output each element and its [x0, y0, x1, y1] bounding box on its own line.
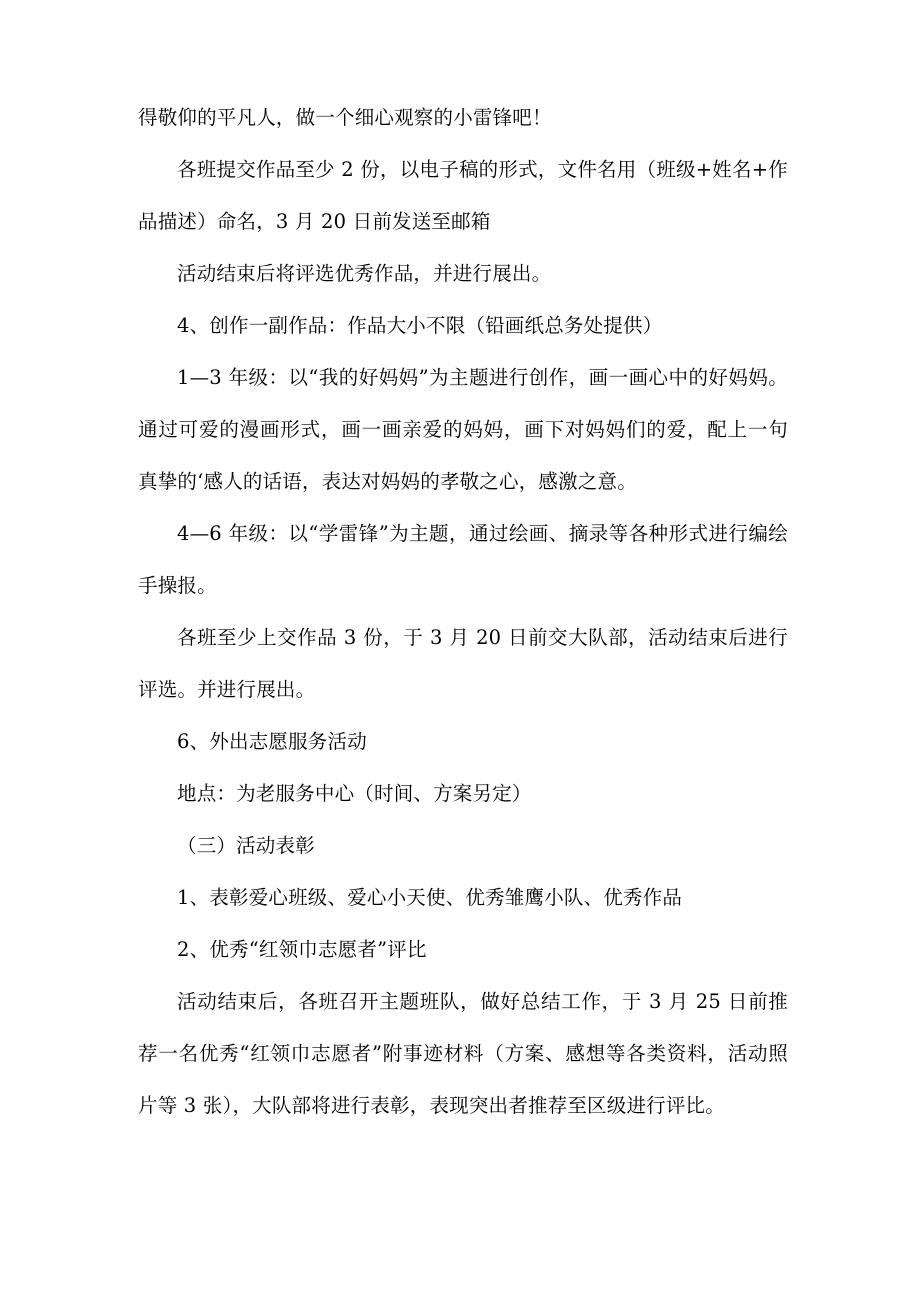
paragraph-location: 地点：为老服务中心（时间、方案另定） [177, 782, 532, 805]
paragraph-volunteer-heading: 6、外出志愿服务活动 [177, 730, 367, 753]
paragraph-evaluation-note: 活动结束后将评选优秀作品，并进行展出。 [177, 262, 552, 285]
paragraph-submission-rules: 各班提交作品至少 2 份，以电子稿的形式，文件名用（班级+姓名+作品描述）命名，3 月 20 日前发送至邮箱 [138, 158, 788, 233]
paragraph-award-item-1: 1、表彰爱心班级、爱心小天使、优秀雏鹰小队、优秀作品 [177, 886, 683, 909]
paragraph-grades-1-3: 1—3 年级：以“我的好妈妈”为主题进行创作，画一画心中的好妈妈。通过可爱的漫画形式，画一画亲爱的妈妈，画下对妈妈们的爱，配上一句真挚的‘感人的话语，表达对妈妈的孝敬之心，感激之意。 [138, 366, 788, 493]
paragraph-section-awards: （三）活动表彰 [177, 834, 315, 857]
paragraph-grades-4-6: 4—6 年级：以“学雷锋”为主题，通过绘画、摘录等各种形式进行编绘手操报。 [138, 522, 788, 597]
paragraph-summary-recommendation: 活动结束后，各班召开主题班队，做好总结工作，于 3 月 25 日前推荐一名优秀“红领巾志愿者”附事迹材料（方案、感想等各类资料，活动照片等 3 张），大队部将进行表彰，表现突出者推荐至区级进行评比。 [138, 990, 788, 1117]
paragraph-award-item-2: 2、优秀“红领巾志愿者”评比 [177, 938, 427, 961]
document-body [138, 92, 788, 1132]
paragraph-artwork-heading: 4、创作一副作品：作品大小不限（铅画纸总务处提供） [177, 314, 663, 337]
paragraph-class-submission: 各班至少上交作品 3 份，于 3 月 20 日前交大队部，活动结束后进行评选。并进行展出。 [138, 626, 788, 701]
paragraph-continued-intro: 得敬仰的平凡人，做一个细心观察的小雷锋吧！ [138, 106, 552, 129]
